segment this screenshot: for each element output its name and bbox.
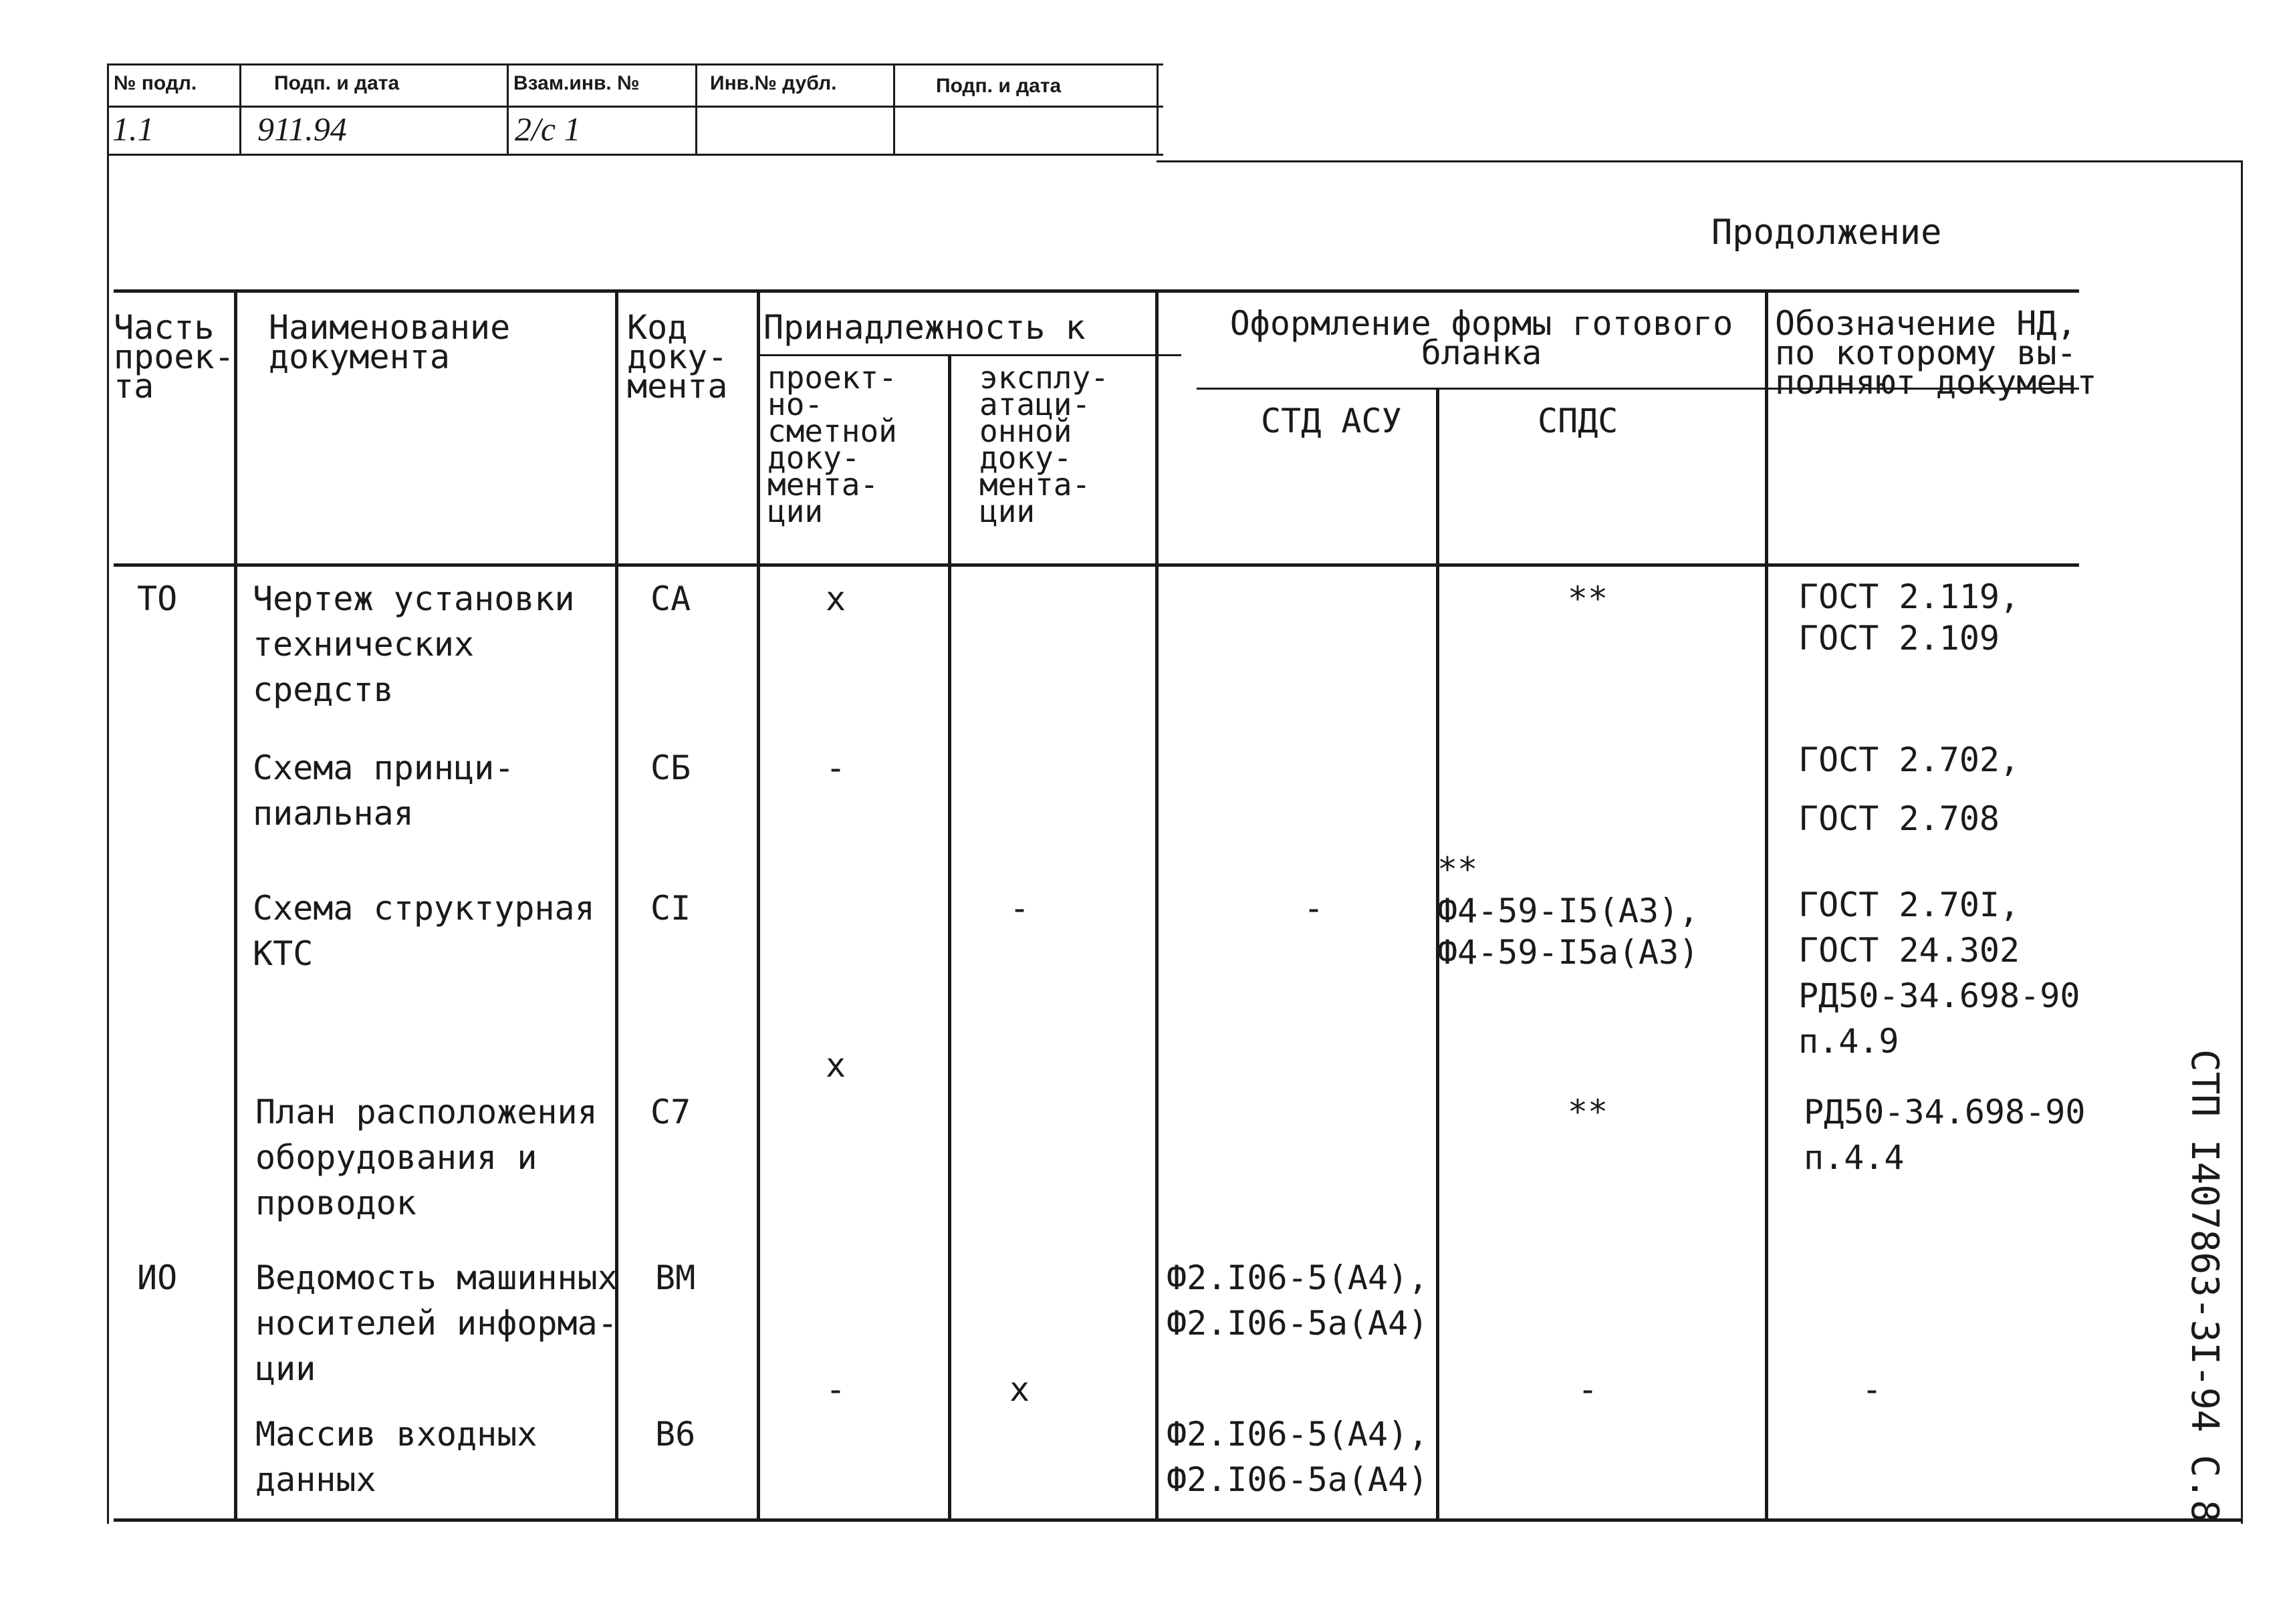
col-divider-design [948, 354, 951, 1520]
row-code: СБ [650, 749, 691, 787]
stamp-mid-line [107, 106, 1163, 108]
page-right-border [2241, 160, 2243, 1524]
header-belonging: Принадлежность к [763, 308, 1086, 347]
continuation-label: Продолжение [1711, 213, 1942, 253]
stamp-header-podl: № подл. [114, 72, 197, 94]
row-spds: ** Ф4-59-I5(А3), Ф4-59-I5а(А3) [1437, 850, 1699, 972]
stamp-divider [507, 63, 509, 154]
row-code: ВМ [655, 1258, 696, 1297]
row-code: СА [650, 579, 691, 618]
row-operation-mark: - [1009, 889, 1030, 928]
row-spds: - [1577, 1370, 1598, 1409]
row-nd: - [1861, 1370, 1883, 1409]
header-part: Часть проек- та [114, 308, 235, 406]
stamp-divider [239, 63, 241, 154]
header-code: Код доку- мента [627, 308, 728, 406]
document-code-side: СТП I407863-3I-94 С.8 [2183, 1049, 2226, 1523]
col-divider-code [757, 289, 760, 1520]
table-top-line [114, 289, 2079, 293]
page-top-border [1157, 160, 2243, 162]
row-spds: ** [1567, 1093, 1608, 1131]
belonging-subline [757, 354, 1181, 356]
row-name: Ведомость машинных носителей информа- ции [255, 1258, 618, 1388]
stamp-header-replace-inv: Взам.инв. № [513, 72, 640, 94]
row-nd: ГОСТ 2.702, ГОСТ 2.708 [1798, 740, 2020, 838]
row-std: Ф2.I06-5(А4), Ф2.I06-5а(А4) [1167, 1415, 1429, 1499]
stamp-divider [695, 63, 697, 154]
row-design-mark: - [825, 749, 846, 787]
header-form-std: СТД АСУ [1261, 402, 1402, 440]
row-part: ТО [137, 579, 178, 618]
header-belonging-design: проект- но- сметной доку- мента- ции [767, 360, 897, 529]
page-left-border [107, 63, 109, 1524]
row-std: Ф2.I06-5(А4), Ф2.I06-5а(А4) [1167, 1258, 1429, 1343]
stamp-value-podl: 1.1 [112, 110, 154, 148]
row-nd: ГОСТ 2.119, ГОСТ 2.109 [1798, 577, 2020, 658]
row-design-mark: - [825, 1370, 846, 1409]
row-design-mark: x [825, 1046, 846, 1085]
header-form-spds: СПДС [1538, 402, 1618, 440]
row-name: План расположения оборудования и проводок [255, 1093, 598, 1222]
stamp-top-line [107, 63, 1163, 65]
stamp-divider [893, 63, 895, 154]
row-name: Схема принци- пиальная [253, 749, 515, 833]
row-spds: ** [1567, 579, 1608, 618]
row-part: ИО [137, 1258, 178, 1297]
row-name: Схема структурная КТС [253, 889, 595, 973]
stamp-header-sign-date-2: Подп. и дата [936, 75, 1062, 97]
header-belonging-operation: эксплу- атаци- онной доку- мента- ции [979, 360, 1109, 529]
stamp-divider [1157, 63, 1159, 154]
row-code: В6 [655, 1415, 696, 1454]
row-code: СI [650, 889, 691, 928]
row-name: Чертеж установки технических средств [253, 579, 575, 709]
stamp-header-dup-inv: Инв.№ дубл. [710, 72, 837, 94]
row-operation-mark: x [1009, 1370, 1030, 1409]
table-bottom-line [114, 1518, 2241, 1522]
row-nd: ГОСТ 2.70I, ГОСТ 24.302 РД50-34.698-90 п.4.9 [1798, 886, 2080, 1061]
col-divider-part [234, 289, 237, 1520]
stamp-value-replace-inv: 2/c 1 [515, 110, 581, 148]
stamp-header-sign-date: Подп. и дата [274, 72, 400, 94]
header-bottom-line [114, 563, 2079, 567]
header-nd: Обозначение НД, по которому вы- полняют документ [1775, 304, 2097, 402]
row-nd: РД50-34.698-90 п.4.4 [1804, 1093, 2086, 1177]
row-name: Массив входных данных [255, 1415, 537, 1499]
header-form: Оформление формы готового бланка [1229, 304, 1733, 372]
header-name: Наименование документа [269, 308, 511, 376]
row-code: С7 [650, 1093, 691, 1131]
stamp-bottom-line [107, 154, 1163, 156]
stamp-value-sign-date: 911.94 [257, 110, 347, 148]
col-divider-spds [1765, 289, 1768, 1520]
row-std: - [1303, 889, 1324, 928]
col-divider-operation [1155, 289, 1159, 1520]
row-design-mark: x [825, 579, 846, 618]
